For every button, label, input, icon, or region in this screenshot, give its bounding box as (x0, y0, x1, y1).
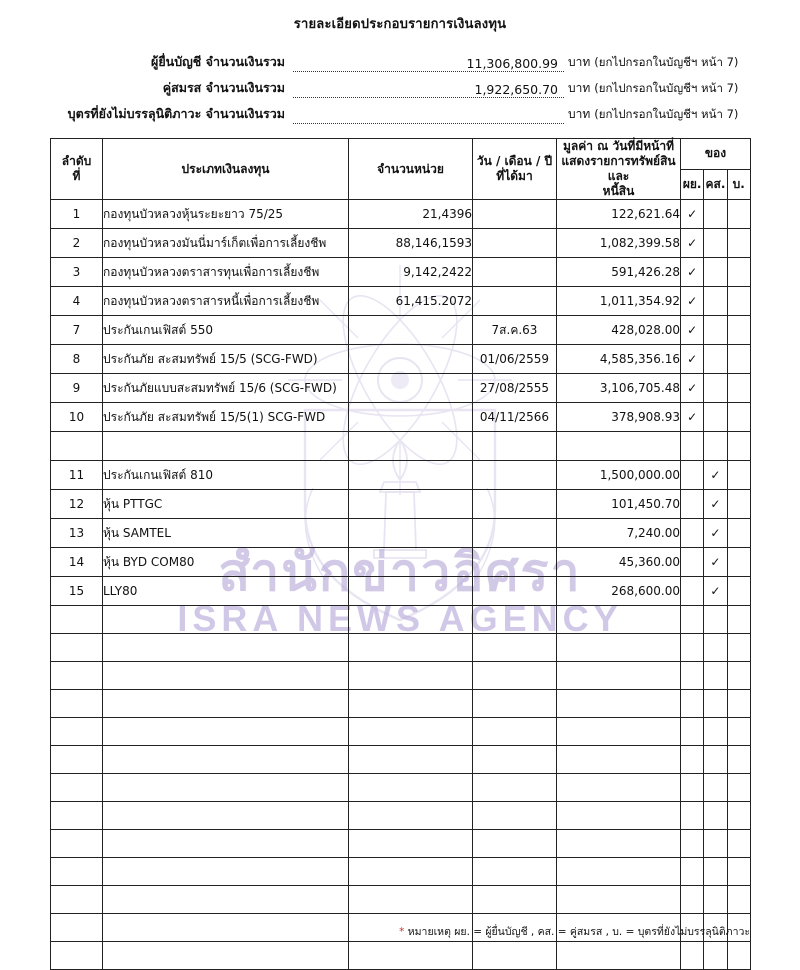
cell-owner-spouse: ✓ (704, 548, 727, 577)
cell-date: 7ส.ค.63 (473, 316, 557, 345)
cell-date (473, 432, 557, 461)
cell-empty (473, 690, 557, 718)
cell-empty (473, 830, 557, 858)
cell-empty (51, 606, 103, 634)
table-head (51, 139, 751, 200)
cell-empty (103, 942, 349, 970)
cell-no: 15 (51, 577, 103, 606)
cell-empty (704, 690, 727, 718)
cell-value: 122,621.64 (557, 200, 681, 229)
cell-empty (51, 942, 103, 970)
cell-empty (103, 606, 349, 634)
cell-owner-filer: ✓ (681, 374, 704, 403)
cell-owner-spouse (704, 316, 727, 345)
cell-empty (103, 718, 349, 746)
cell-units: 88,146,1593 (349, 229, 473, 258)
cell-empty (349, 774, 473, 802)
table-row (51, 345, 751, 374)
cell-empty (473, 802, 557, 830)
cell-date: 04/11/2566 (473, 403, 557, 432)
header-value (557, 139, 681, 200)
cell-empty (681, 942, 704, 970)
cell-owner-filer: ✓ (681, 316, 704, 345)
header-owner-spouse: คส. (704, 169, 727, 200)
cell-value: 378,908.93 (557, 403, 681, 432)
cell-owner-filer: ✓ (681, 200, 704, 229)
summary-note: (ยกไปกรอกในบัญชีฯ หน้า 7) (594, 81, 739, 95)
summary-unit: บาท (568, 55, 591, 69)
cell-owner-spouse (704, 403, 727, 432)
cell-empty (349, 662, 473, 690)
cell-empty (681, 802, 704, 830)
cell-empty (51, 802, 103, 830)
cell-owner-spouse (704, 229, 727, 258)
table-row (51, 200, 751, 229)
cell-units (349, 403, 473, 432)
cell-empty (103, 886, 349, 914)
cell-empty (727, 830, 750, 858)
cell-empty (557, 858, 681, 886)
header-owner-group: ของ (681, 139, 751, 170)
cell-owner-child (727, 490, 750, 519)
table-row (51, 374, 751, 403)
cell-owner-child (727, 548, 750, 577)
cell-empty (727, 858, 750, 886)
cell-owner-filer: ✓ (681, 258, 704, 287)
cell-empty (473, 718, 557, 746)
cell-owner-filer (681, 432, 704, 461)
cell-empty (473, 942, 557, 970)
cell-empty (557, 718, 681, 746)
cell-type: หุ้น SAMTEL (103, 519, 349, 548)
cell-empty (349, 830, 473, 858)
header-date (473, 139, 557, 200)
cell-units (349, 316, 473, 345)
table-row-empty (51, 830, 751, 858)
cell-empty (704, 662, 727, 690)
cell-date (473, 200, 557, 229)
table-row-empty (51, 886, 751, 914)
cell-units: 21,4396 (349, 200, 473, 229)
table-row-empty (51, 718, 751, 746)
cell-value: 1,082,399.58 (557, 229, 681, 258)
header-units: จำนวนหน่วย (349, 139, 473, 200)
cell-empty (681, 746, 704, 774)
cell-owner-child (727, 287, 750, 316)
cell-empty (349, 634, 473, 662)
cell-owner-child (727, 229, 750, 258)
watermark-text-th: สำนักข่าวอิศรา (218, 543, 582, 603)
cell-empty (727, 942, 750, 970)
cell-no: 11 (51, 461, 103, 490)
cell-empty (557, 606, 681, 634)
cell-empty (473, 774, 557, 802)
cell-type: ประกันภัย สะสมทรัพย์ 15/5(1) SCG-FWD (103, 403, 349, 432)
table-row-empty (51, 858, 751, 886)
page-title: รายละเอียดประกอบรายการเงินลงทุน (293, 17, 507, 32)
cell-owner-child (727, 519, 750, 548)
table-row-empty (51, 942, 751, 970)
cell-no: 9 (51, 374, 103, 403)
cell-units (349, 490, 473, 519)
cell-value: 101,450.70 (557, 490, 681, 519)
cell-owner-filer (681, 490, 704, 519)
header-no-line1: ลำดับ (61, 154, 92, 168)
header-owner-filer: ผย. (681, 169, 704, 200)
cell-owner-filer (681, 577, 704, 606)
table-row (51, 490, 751, 519)
cell-empty (704, 942, 727, 970)
cell-empty (681, 774, 704, 802)
cell-owner-child (727, 432, 750, 461)
cell-owner-spouse (704, 258, 727, 287)
cell-empty (727, 774, 750, 802)
table-row-empty (51, 606, 751, 634)
cell-empty (681, 718, 704, 746)
cell-date (473, 548, 557, 577)
cell-type: ประกันเกนเฟิสต์ 550 (103, 316, 349, 345)
table-row (51, 577, 751, 606)
header-date-line2: ที่ได้มา (496, 169, 533, 183)
cell-empty (349, 886, 473, 914)
cell-owner-spouse: ✓ (704, 577, 727, 606)
cell-units (349, 432, 473, 461)
cell-no: 1 (51, 200, 103, 229)
cell-empty (349, 690, 473, 718)
cell-date (473, 490, 557, 519)
cell-empty (103, 662, 349, 690)
cell-empty (727, 634, 750, 662)
cell-empty (103, 774, 349, 802)
investment-table (50, 138, 751, 970)
cell-empty (349, 606, 473, 634)
summary-row-children (60, 102, 740, 124)
cell-type (103, 432, 349, 461)
cell-empty (681, 886, 704, 914)
cell-empty (557, 830, 681, 858)
cell-empty (51, 718, 103, 746)
cell-owner-child (727, 374, 750, 403)
cell-date (473, 258, 557, 287)
summary-label: ผู้ยื่นบัญชี จำนวนเงินรวม (151, 54, 285, 69)
cell-empty (349, 718, 473, 746)
cell-owner-spouse: ✓ (704, 519, 727, 548)
table-row (51, 258, 751, 287)
cell-empty (681, 690, 704, 718)
cell-owner-spouse (704, 200, 727, 229)
cell-date (473, 287, 557, 316)
cell-empty (681, 830, 704, 858)
cell-empty (704, 634, 727, 662)
footnote-star: * (399, 926, 405, 938)
cell-type: กองทุนบัวหลวงตราสารหนี้เพื่อการเลี้ยงชีพ (103, 287, 349, 316)
cell-empty (473, 746, 557, 774)
cell-no: 12 (51, 490, 103, 519)
table-row (51, 287, 751, 316)
cell-owner-child (727, 345, 750, 374)
cell-empty (727, 690, 750, 718)
cell-type: ประกันภัย สะสมทรัพย์ 15/5 (SCG-FWD) (103, 345, 349, 374)
cell-units (349, 519, 473, 548)
table-row (51, 548, 751, 577)
cell-owner-filer: ✓ (681, 345, 704, 374)
cell-empty (51, 914, 103, 942)
cell-owner-filer (681, 548, 704, 577)
cell-owner-spouse (704, 374, 727, 403)
cell-empty (557, 662, 681, 690)
header-date-line1: วัน / เดือน / ปี (476, 154, 553, 168)
cell-value: 7,240.00 (557, 519, 681, 548)
cell-empty (51, 774, 103, 802)
cell-empty (349, 746, 473, 774)
cell-empty (704, 606, 727, 634)
table-row (51, 403, 751, 432)
table-row-empty (51, 634, 751, 662)
cell-empty (727, 746, 750, 774)
summary-row-spouse (60, 76, 740, 98)
header-no-line2: ที่ (72, 169, 81, 183)
table-row-empty (51, 690, 751, 718)
summary-label: บุตรที่ยังไม่บรรลุนิติภาวะ จำนวนเงินรวม (67, 106, 285, 121)
cell-value: 591,426.28 (557, 258, 681, 287)
cell-units (349, 577, 473, 606)
cell-type: หุ้น BYD COM80 (103, 548, 349, 577)
cell-value: 268,600.00 (557, 577, 681, 606)
cell-empty (349, 802, 473, 830)
cell-type: ประกันเกนเฟิสต์ 810 (103, 461, 349, 490)
cell-owner-filer (681, 461, 704, 490)
cell-empty (103, 690, 349, 718)
cell-empty (473, 634, 557, 662)
cell-empty (681, 858, 704, 886)
cell-no: 4 (51, 287, 103, 316)
cell-empty (557, 774, 681, 802)
header-value-line3: หนี้สิน (602, 184, 635, 198)
cell-empty (727, 886, 750, 914)
summary-amount: 1,922,650.70 (293, 82, 564, 98)
table-row (51, 316, 751, 345)
cell-no: 7 (51, 316, 103, 345)
table-row (51, 229, 751, 258)
cell-empty (103, 830, 349, 858)
table-row-empty (51, 746, 751, 774)
cell-owner-filer: ✓ (681, 287, 704, 316)
cell-type: กองทุนบัวหลวงหุ้นระยะยาว 75/25 (103, 200, 349, 229)
cell-units (349, 548, 473, 577)
cell-value: 45,360.00 (557, 548, 681, 577)
table-row-empty (51, 802, 751, 830)
summary-unit: บาท (568, 81, 591, 95)
summary-amount (293, 108, 564, 124)
cell-date (473, 461, 557, 490)
cell-date (473, 577, 557, 606)
header-value-line2: แสดงรายการทรัพย์สินและ (561, 154, 676, 183)
cell-empty (681, 606, 704, 634)
cell-empty (681, 662, 704, 690)
cell-no: 14 (51, 548, 103, 577)
cell-empty (704, 886, 727, 914)
cell-empty (349, 858, 473, 886)
cell-empty (349, 942, 473, 970)
cell-empty (727, 662, 750, 690)
table-row-empty (51, 662, 751, 690)
cell-date (473, 519, 557, 548)
table-row (51, 461, 751, 490)
cell-owner-child (727, 258, 750, 287)
cell-no: 2 (51, 229, 103, 258)
cell-empty (557, 634, 681, 662)
summary-amount: 11,306,800.99 (293, 56, 564, 72)
footnote (399, 923, 750, 940)
cell-empty (704, 802, 727, 830)
cell-empty (103, 858, 349, 886)
cell-empty (727, 802, 750, 830)
cell-empty (681, 634, 704, 662)
cell-empty (704, 858, 727, 886)
cell-empty (51, 858, 103, 886)
cell-value (557, 432, 681, 461)
cell-owner-spouse: ✓ (704, 461, 727, 490)
watermark-text-en: ISRA NEWS AGENCY (177, 598, 623, 639)
cell-value: 3,106,705.48 (557, 374, 681, 403)
header-value-line1: มูลค่า ณ วันที่มีหน้าที่ (562, 139, 675, 153)
cell-empty (704, 774, 727, 802)
cell-no: 13 (51, 519, 103, 548)
cell-owner-spouse: ✓ (704, 490, 727, 519)
cell-type: หุ้น PTTGC (103, 490, 349, 519)
cell-date (473, 229, 557, 258)
cell-empty (51, 690, 103, 718)
summary-row-filer (60, 50, 740, 72)
summary-note: (ยกไปกรอกในบัญชีฯ หน้า 7) (594, 107, 739, 121)
header-no (51, 139, 103, 200)
investment-table-wrap (50, 138, 750, 970)
cell-units (349, 374, 473, 403)
cell-empty (557, 690, 681, 718)
cell-owner-child (727, 200, 750, 229)
cell-owner-filer: ✓ (681, 229, 704, 258)
cell-units (349, 345, 473, 374)
cell-owner-spouse (704, 287, 727, 316)
cell-owner-filer: ✓ (681, 403, 704, 432)
cell-empty (51, 830, 103, 858)
cell-type: กองทุนบัวหลวงตราสารทุนเพื่อการเลี้ยงชีพ (103, 258, 349, 287)
summary-note: (ยกไปกรอกในบัญชีฯ หน้า 7) (594, 55, 739, 69)
cell-empty (557, 746, 681, 774)
cell-empty (473, 886, 557, 914)
table-body (51, 200, 751, 970)
cell-owner-spouse (704, 432, 727, 461)
cell-no: 8 (51, 345, 103, 374)
header-owner-child: บ. (727, 169, 750, 200)
cell-empty (51, 662, 103, 690)
cell-empty (473, 662, 557, 690)
cell-empty (557, 802, 681, 830)
cell-empty (727, 606, 750, 634)
cell-empty (727, 718, 750, 746)
cell-units (349, 461, 473, 490)
table-row (51, 432, 751, 461)
cell-owner-child (727, 461, 750, 490)
cell-empty (51, 634, 103, 662)
table-header-row-1 (51, 139, 751, 170)
cell-value: 1,011,354.92 (557, 287, 681, 316)
cell-owner-child (727, 403, 750, 432)
cell-empty (103, 914, 349, 942)
header-type: ประเภทเงินลงทุน (103, 139, 349, 200)
cell-empty (704, 830, 727, 858)
cell-date: 27/08/2555 (473, 374, 557, 403)
cell-units: 61,415.2072 (349, 287, 473, 316)
cell-type: กองทุนบัวหลวงมันนี่มาร์เก็ตเพื่อการเลี้ยงชีพ (103, 229, 349, 258)
cell-empty (473, 606, 557, 634)
cell-empty (557, 942, 681, 970)
summary-label: คู่สมรส จำนวนเงินรวม (162, 80, 285, 95)
summary-block (0, 50, 800, 124)
table-row (51, 519, 751, 548)
footnote-text: หมายเหตุ ผย. = ผู้ยื่นบัญชี , คส. = คู่สมรส , บ. = บุตรที่ยังไม่บรรลุนิติภาวะ (407, 926, 750, 938)
cell-date: 01/06/2559 (473, 345, 557, 374)
cell-value: 4,585,356.16 (557, 345, 681, 374)
cell-owner-spouse (704, 345, 727, 374)
cell-type: LLY80 (103, 577, 349, 606)
cell-empty (704, 746, 727, 774)
cell-owner-child (727, 316, 750, 345)
cell-empty (704, 718, 727, 746)
cell-empty (51, 746, 103, 774)
cell-empty (103, 746, 349, 774)
cell-empty (557, 886, 681, 914)
cell-empty (103, 802, 349, 830)
cell-empty (103, 634, 349, 662)
summary-unit: บาท (568, 107, 591, 121)
cell-units: 9,142,2422 (349, 258, 473, 287)
cell-no: 10 (51, 403, 103, 432)
cell-type: ประกันภัยแบบสะสมทรัพย์ 15/6 (SCG-FWD) (103, 374, 349, 403)
cell-no: 3 (51, 258, 103, 287)
cell-no (51, 432, 103, 461)
cell-owner-filer (681, 519, 704, 548)
cell-empty (51, 886, 103, 914)
cell-value: 1,500,000.00 (557, 461, 681, 490)
cell-owner-child (727, 577, 750, 606)
cell-empty (473, 858, 557, 886)
cell-value: 428,028.00 (557, 316, 681, 345)
table-row-empty (51, 774, 751, 802)
